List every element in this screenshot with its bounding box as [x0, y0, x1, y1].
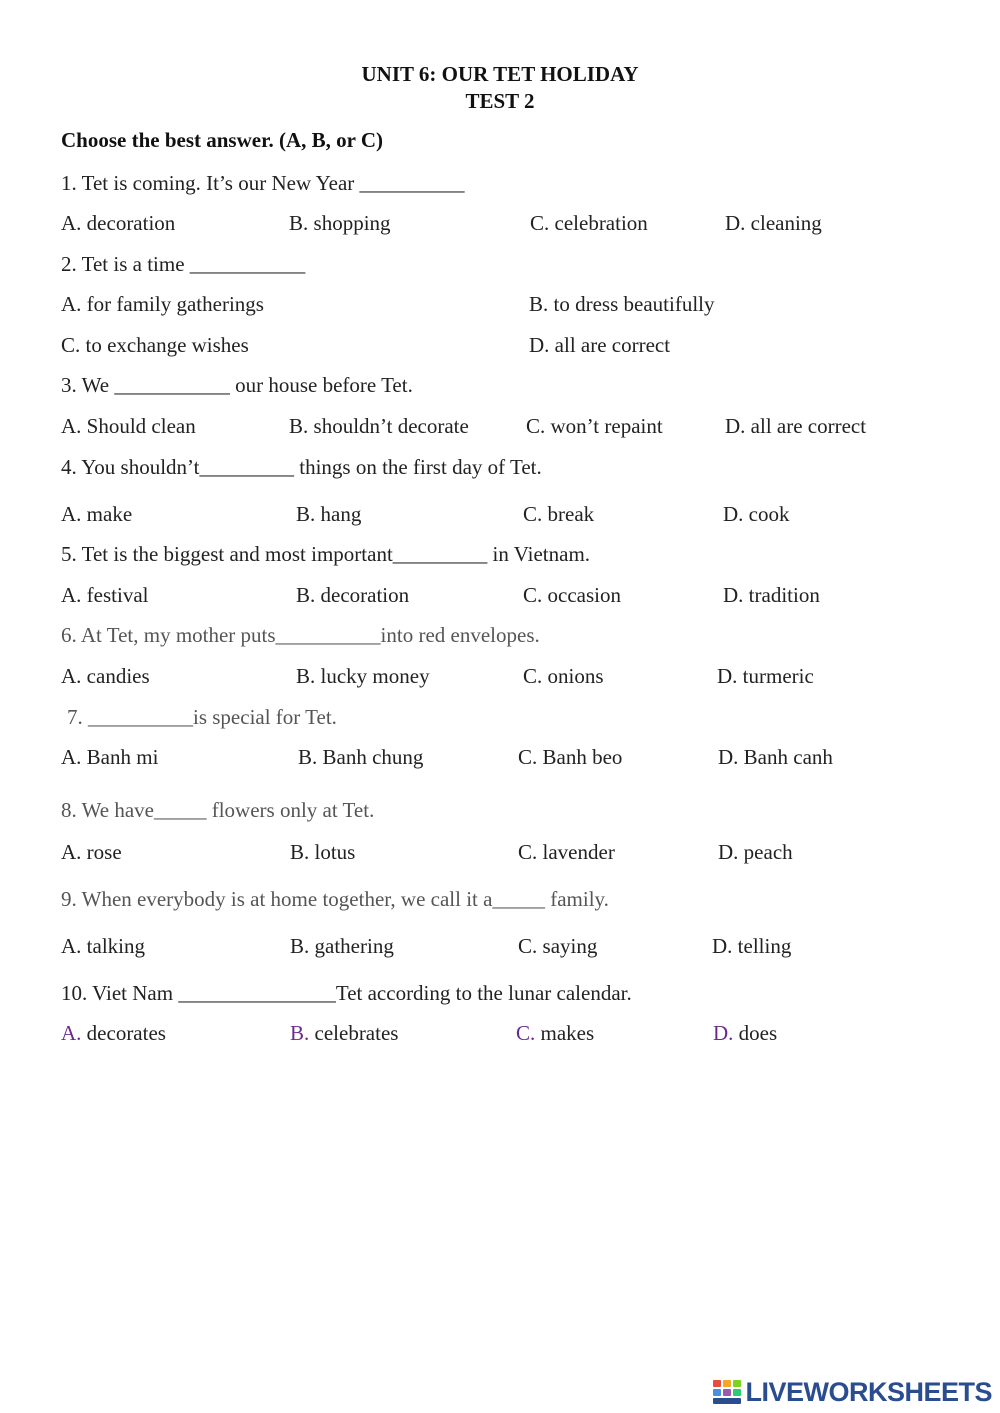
option-2d[interactable]: D. all are correct — [529, 333, 671, 357]
option-5d[interactable]: D. tradition — [723, 583, 820, 607]
option-7d[interactable]: D. Banh canh — [718, 745, 833, 769]
option-10b[interactable]: B. celebrates — [290, 1021, 399, 1045]
question-2: 2. Tet is a time ___________ — [61, 252, 306, 276]
option-8c[interactable]: C. lavender — [518, 840, 615, 864]
option-7b[interactable]: B. Banh chung — [298, 745, 424, 769]
option-2c[interactable]: C. to exchange wishes — [61, 333, 249, 357]
option-5a[interactable]: A. festival — [61, 583, 149, 607]
question-3: 3. We ___________ our house before Tet. — [61, 373, 413, 397]
question-1: 1. Tet is coming. It’s our New Year __________ — [61, 171, 465, 195]
option-4b[interactable]: B. hang — [296, 502, 362, 526]
option-9c[interactable]: C. saying — [518, 934, 598, 958]
option-8b[interactable]: B. lotus — [290, 840, 356, 864]
option-8a[interactable]: A. rose — [61, 840, 122, 864]
watermark-text: LIVEWORKSHEETS — [745, 1376, 992, 1407]
option-2b[interactable]: B. to dress beautifully — [529, 292, 715, 316]
option-6a[interactable]: A. candies — [61, 664, 150, 688]
option-2a[interactable]: A. for family gatherings — [61, 292, 264, 316]
question-10: 10. Viet Nam _______________Tet according to the lunar calendar. — [61, 981, 632, 1005]
option-3a[interactable]: A. Should clean — [61, 414, 196, 438]
worksheet-subtitle: TEST 2 — [465, 89, 535, 113]
option-10d[interactable]: D. does — [713, 1021, 778, 1045]
option-5b[interactable]: B. decoration — [296, 583, 410, 607]
option-6b[interactable]: B. lucky money — [296, 664, 430, 688]
option-8d[interactable]: D. peach — [718, 840, 793, 864]
question-9: 9. When everybody is at home together, we call it a_____ family. — [61, 887, 609, 911]
instruction: Choose the best answer. (A, B, or C) — [61, 128, 383, 152]
liveworksheets-watermark — [712, 1377, 992, 1407]
question-5: 5. Tet is the biggest and most important_________ in Vietnam. — [61, 542, 591, 566]
option-3b[interactable]: B. shouldn’t decorate — [289, 414, 469, 438]
question-8: 8. We have_____ flowers only at Tet. — [61, 798, 375, 822]
option-10c[interactable]: C. makes — [516, 1021, 595, 1045]
option-4c[interactable]: C. break — [523, 502, 595, 526]
question-4: 4. You shouldn’t_________ things on the first day of Tet. — [61, 455, 542, 479]
option-1b[interactable]: B. shopping — [289, 211, 391, 235]
option-10a[interactable]: A. decorates — [61, 1021, 166, 1045]
option-3d[interactable]: D. all are correct — [725, 414, 867, 438]
option-7a[interactable]: A. Banh mi — [61, 745, 159, 769]
option-9d[interactable]: D. telling — [712, 934, 792, 958]
option-5c[interactable]: C. occasion — [523, 583, 621, 607]
option-4d[interactable]: D. cook — [723, 502, 790, 526]
option-4a[interactable]: A. make — [61, 502, 133, 526]
option-3c[interactable]: C. won’t repaint — [526, 414, 663, 438]
option-6c[interactable]: C. onions — [523, 664, 604, 688]
option-1c[interactable]: C. celebration — [530, 211, 648, 235]
option-9b[interactable]: B. gathering — [290, 934, 394, 958]
option-7c[interactable]: C. Banh beo — [518, 745, 623, 769]
question-7: 7. __________is special for Tet. — [67, 705, 337, 729]
question-6: 6. At Tet, my mother puts__________into red envelopes. — [61, 623, 540, 647]
option-9a[interactable]: A. talking — [61, 934, 145, 958]
option-6d[interactable]: D. turmeric — [717, 664, 814, 688]
option-1a[interactable]: A. decoration — [61, 211, 176, 235]
worksheet-title: UNIT 6: OUR TET HOLIDAY — [361, 62, 639, 86]
option-1d[interactable]: D. cleaning — [725, 211, 822, 235]
liveworksheets-logo-icon — [712, 1379, 742, 1405]
